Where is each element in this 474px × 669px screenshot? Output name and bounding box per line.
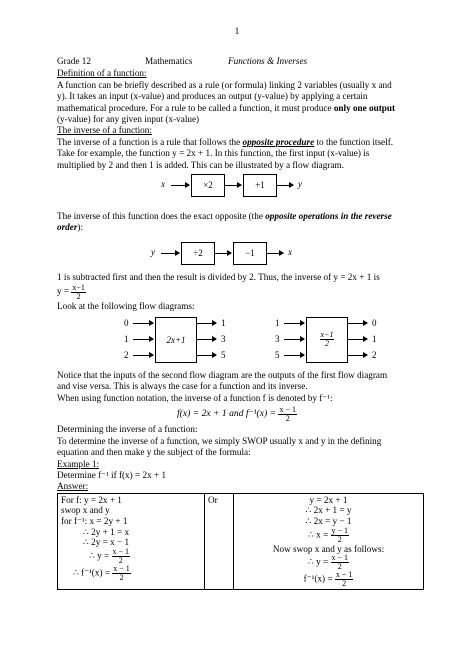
method2-x-result: ∴ x = $\frac{y - 1}{2}$ [307,525,349,544]
flow4-box-denominator: 2 [324,339,329,349]
definition-text-4: (y-value) for any given input (x-value) [57,114,200,125]
definition-text-2: y). It takes an input (x-value) and produces an output (y-value) by applying a certain [57,91,368,102]
flow3-arrow-out-1 [196,323,216,324]
subtract-text-2: y = $\frac{x-1}{2}$ [57,282,85,301]
document-body [57,56,417,590]
flow1-arrow-in [171,185,189,186]
flow4-arrow-out-2 [347,339,367,340]
notice-text-3: When using function notation, the inverse of a function f is denoted by f⁻¹: [57,392,333,403]
flow2-arrow-mid [214,253,231,254]
flow2-input: y [151,246,155,257]
flow4-box-numerator: x−1 [320,330,334,340]
flow3-arrow-out-2 [196,339,216,340]
determining-text-2: equation and then make y the subject of the formula: [57,447,251,458]
method1-line-2: swop x and y [61,505,110,516]
flow4-input-3: 5 [275,350,280,361]
flow2-arrow-out [266,253,283,254]
method1-f-result: ∴ f⁻¹(x) = $\frac{x - 1}{2}$ [73,563,130,582]
flow2-arrow-in [161,253,179,254]
subject-label: Mathematics [145,56,193,66]
inverse-opposite-text-1: The inverse of this function does the exact opposite (the opposite operations in the reverse [57,211,392,222]
flow1-box-add: +1 [243,174,277,197]
notice-text-2: and vise versa. This is always the case for a function and its inverse. [57,381,308,392]
inverse-opposite-text-2: order): [57,222,84,233]
flow1-arrow-out [276,185,293,186]
flow4-box [306,317,348,363]
flow4-arrow-in-2 [284,339,304,340]
method1-line-1: For f: y = 2x + 1 [61,494,122,505]
flow4-arrow-in-3 [284,355,304,356]
flow4-output-1: 0 [372,318,377,329]
grade-label: Grade 12 [57,56,91,66]
flow2-box-subtract: −1 [233,242,267,265]
answer-label: Answer: [57,481,89,492]
definition-text-3: mathematical procedure. For a rule to be called a function, it must produce only one output [57,102,396,113]
answer-table [57,493,424,590]
inverse-text-1: The inverse of a function is a rule that follows the opposite procedure to the function itself. [57,136,394,147]
flow3-arrow-out-3 [196,355,216,356]
determining-heading: Determining the inverse of a function: [57,424,198,435]
method1-line-4: ∴ 2y + 1 = x [83,526,130,537]
flow1-output: y [298,179,302,190]
method2-line-1: y = 2x + 1 [309,494,348,505]
flow-diagrams-pair [57,316,417,366]
topic-label: Functions & Inverses [228,56,308,66]
answer-method-1 [58,493,205,589]
flow4-arrow-in-1 [284,323,304,324]
method1-line-5: ∴ 2y = x − 1 [83,537,130,548]
page-number: 1 [234,26,240,36]
method2-swop-text: Now swop x and y as follows: [272,543,385,554]
flow4-arrow-out-1 [347,323,367,324]
flow3-arrow-in-1 [133,323,153,324]
flow3-input-2: 1 [124,334,129,345]
inverse-formula: f(x) = 2x + 1 and f⁻¹(x) = $\frac{x - 1}{2}$ [177,404,296,423]
method1-y-result: ∴ y = $\frac{x - 1}{2}$ [89,546,130,565]
flow3-arrow-in-3 [133,355,153,356]
determining-text-1: To determine the inverse of a function, we simply SWOP usually x and y in the defining [57,435,382,446]
flow4-input-2: 3 [275,334,280,345]
flow1-box-multiply: ×2 [191,174,225,197]
flow4-output-2: 1 [372,334,377,345]
method2-line-3: ∴ 2x = y − 1 [305,515,352,526]
inverse-text-2: Take for example, the function y = 2x + 1. In this function, the first input (x-value) is [57,148,370,159]
flow3-input-1: 0 [124,318,129,329]
inverse-heading: The inverse of a function: [57,125,152,136]
definition-text-1: A function can be briefly described as a rule (or formula) linking 2 variables (usually x and [57,79,392,90]
flow-diagram-function [57,171,417,201]
method1-line-3: for f⁻¹: x = 2y + 1 [61,515,128,526]
method2-line-2: ∴ 2x + 1 = y [305,505,352,516]
flow3-output-3: 5 [221,350,226,361]
notice-text-1: Notice that the inputs of the second flow diagram are the outputs of the first flow diagram [57,370,388,381]
example-label: Example 1: [57,458,100,469]
method2-f-result: f⁻¹(x) = $\frac{x - 1}{2}$ [303,570,353,589]
example-question: Determine f⁻¹ if f(x) = 2x + 1 [57,469,167,480]
flow3-output-1: 1 [221,318,226,329]
inverse-text-3: multiplied by 2 and then 1 is added. This can be illustrated by a flow diagram. [57,159,344,170]
flow4-output-3: 2 [372,350,377,361]
flow1-input: x [161,179,165,190]
answer-or: Or [205,493,234,589]
flow3-output-2: 3 [221,334,226,345]
flow2-box-divide: ÷2 [181,242,215,265]
definition-heading: Definition of a function: [57,68,147,79]
flow3-input-3: 2 [124,350,129,361]
flow4-input-1: 1 [275,318,280,329]
subtract-text-1: 1 is subtracted first and then the result is divided by 2. Thus, the inverse of y = 2x + 1 is [57,271,380,282]
method2-y-result: ∴ y = $\frac{x - 1}{2}$ [307,553,349,572]
page-header [57,56,417,67]
flow1-arrow-mid [224,185,241,186]
flow2-output: x [288,246,292,257]
flow3-arrow-in-2 [133,339,153,340]
flow3-box: 2x+1 [155,317,197,363]
answer-method-2 [234,493,424,589]
flow4-arrow-out-3 [347,355,367,356]
flow-diagram-inverse [57,238,417,270]
look-text: Look at the following flow diagrams: [57,300,195,311]
